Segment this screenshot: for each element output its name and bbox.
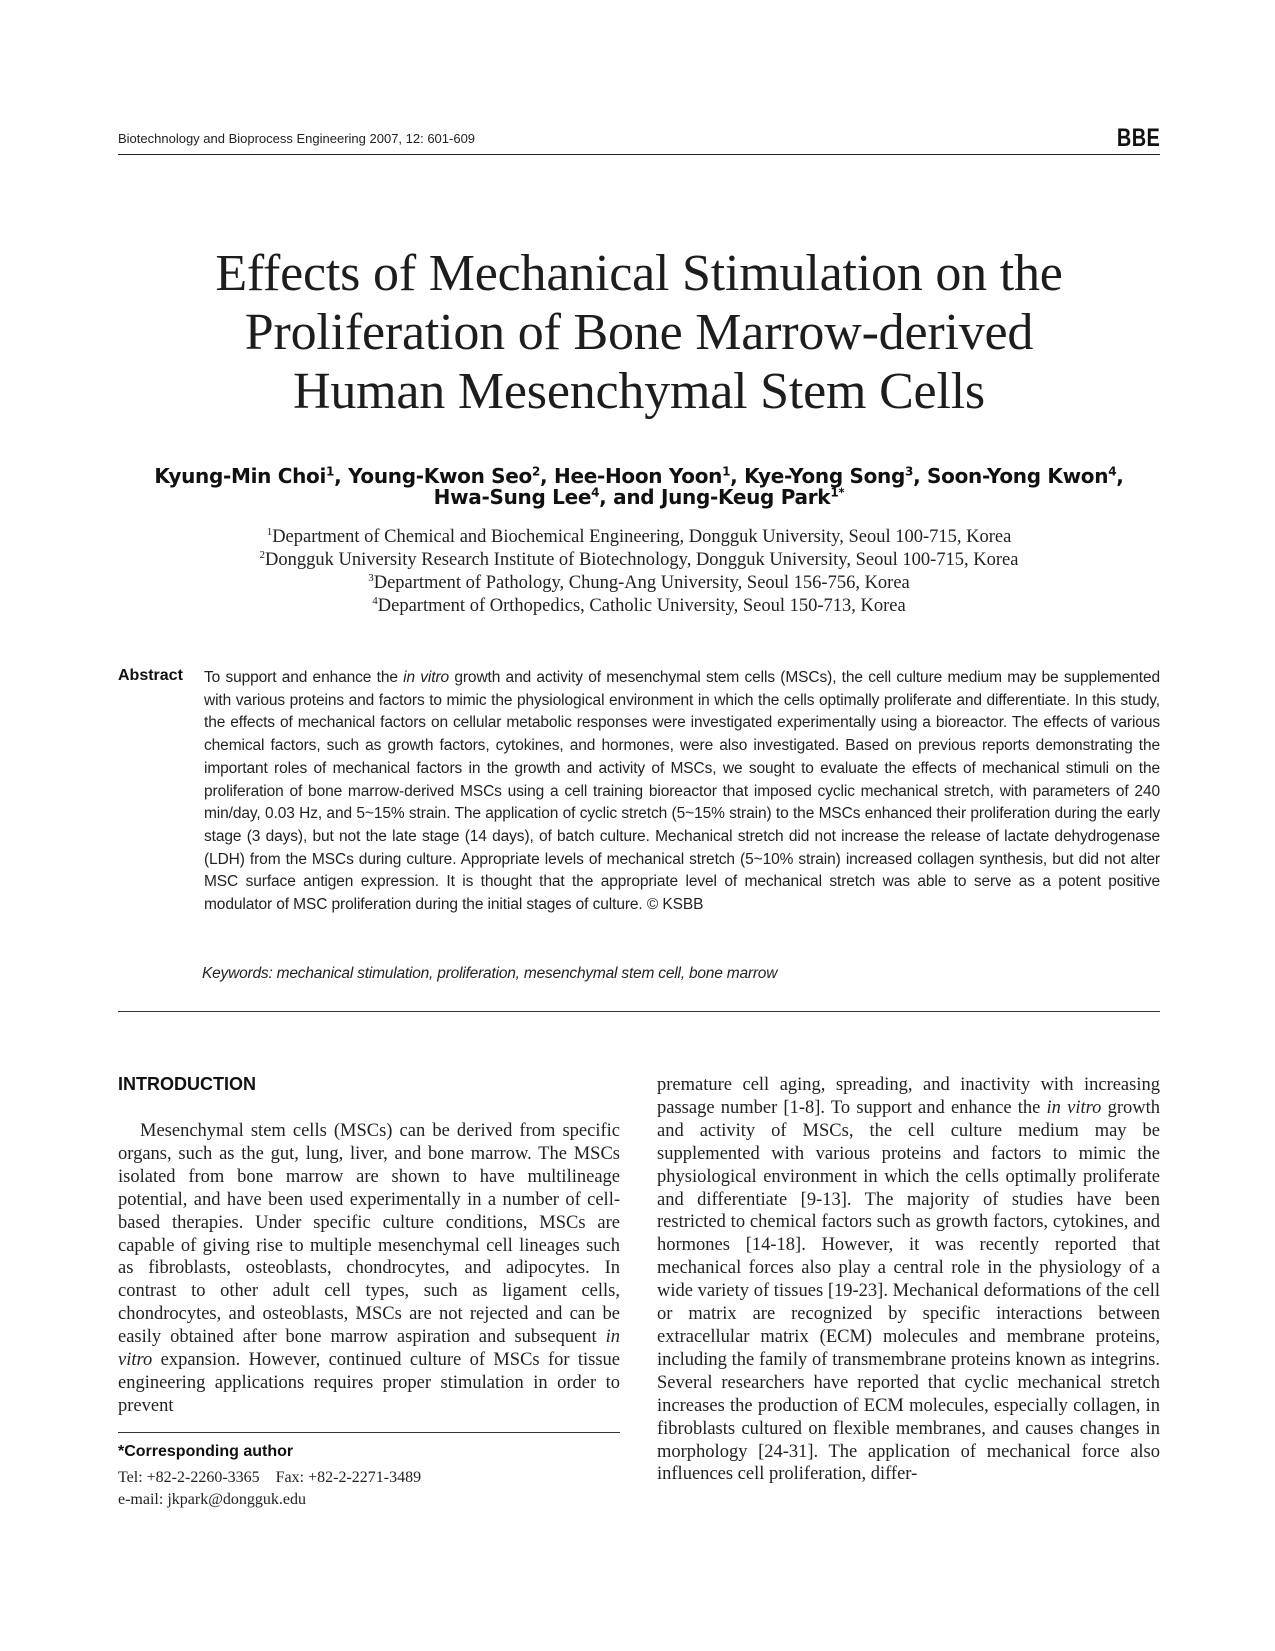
contact-email: e-mail: jkpark@dongguk.edu [118,1491,307,1508]
body-text-part: expansion. However, continued culture of MSCs for tissue engineering applications requires proper stimulation in order to prevent [118,1350,620,1416]
affiliation-item [118,526,1160,549]
affiliation-item [118,595,1160,618]
affiliation-number: 1 [266,525,273,538]
affiliation-list [118,526,1160,618]
author-affiliation-mark: 4 [1108,464,1117,479]
body-text-part: growth and activity of MSCs, the cell culture medium may be supplemented with various proteins and factors to mimic the physiological environment in which the cells optimally proliferate and differentiate [9-13]. The majority of studies have been restricted to chemical factors such as growth factors, cytokines, and hormones [14-18]. However, it was recently reported that mechanical forces also play a central role in the physiology of a wide variety of tissues [19-23]. Mechanical deformations of the cell or matrix are recognized by specific interactions between extracellular matrix (ECM) molecules and membrane proteins, including the family of transmembrane proteins known as integrins. Several researchers have reported that cyclic mechanical stretch increases the production of ECM molecules, especially collagen, in fibroblasts cultured on flexible membranes, and causes changes in morphology [24-31]. The application of mechanical force also influences cell proliferation, differ- [657,1097,1160,1485]
title-line-3: Human Mesenchymal Stem Cells [293,363,985,420]
author-affiliation-mark: 1 [722,464,731,479]
author-name: Soon-Yong Kwon [927,464,1109,488]
author-separator: , [540,464,555,488]
keywords: Keywords: mechanical stimulation, proliferation, mesenchymal stem cell, bone marrow [202,965,778,982]
affiliation-item [118,549,1160,572]
author-separator: , [334,464,349,488]
body-italic-term: in vitro [118,1327,620,1371]
introduction-paragraph-left [118,1120,620,1418]
author-affiliation-mark: 2 [531,464,541,479]
affiliation-text: Department of Chemical and Biochemical Engineering, Dongguk University, Seoul 100-715, Korea [272,527,1012,547]
author-affiliation-mark: 4 [591,485,600,500]
contact-phone-fax: Tel: +82-2-2260-3365 Fax: +82-2-2271-3489 [118,1469,422,1486]
author-name: Jung-Keug Park [660,485,831,509]
title-line-2: Proliferation of Bone Marrow-derived [244,304,1034,361]
body-text-part: premature cell aging, spreading, and inactivity with increasing passage number [1-8]. To support and enhance the [657,1075,1160,1118]
author-name: Young-Kwon Seo [348,464,532,488]
author-affiliation-mark: 3 [905,464,914,479]
body-text-part: Mesenchymal stem cells (MSCs) can be derived from specific organs, such as the gut, lung, liver, and bone marrow. The MSCs isolated from bone marrow are shown to have multilineage potential, and have been used experimentally in a number of cell-based therapies. Under specific culture conditions, MSCs are capable of giving rise to multiple mesenchymal cell lineages such as fibroblasts, osteoblasts, chondrocytes, and adipocytes. In contrast to other adult cell types, such as ligament cells, chondrocytes, and osteoblasts, MSCs are not rejected and can be easily obtained after bone marrow aspiration and subsequent [118,1121,620,1348]
affiliation-item [118,572,1160,595]
abstract-text [204,667,1160,917]
affiliation-text: Dongguk University Research Institute of Biotechnology, Dongguk University, Seoul 100-715, Korea [265,550,1019,570]
affiliation-number: 4 [372,594,378,607]
affiliation-text: Department of Orthopedics, Catholic University, Seoul 150-713, Korea [377,596,906,616]
abstract-divider [118,1011,1160,1012]
paper-title [118,244,1160,421]
abstract-text-part: To support and enhance the [204,669,404,686]
title-line-1: Effects of Mechanical Stimulation on the [215,245,1063,302]
footnote-divider [118,1432,620,1433]
journal-citation: Biotechnology and Bioprocess Engineering 2007, 12: 601-609 [118,131,476,146]
affiliation-text: Department of Pathology, Chung-Ang University, Seoul 156-756, Korea [373,573,910,593]
author-affiliation-mark: 1* [830,485,845,500]
author-name: Kye-Yong Song [744,464,905,488]
author-separator: , [730,464,745,488]
author-name: Hee-Hoon Yoon [554,464,723,488]
introduction-paragraph-right [657,1074,1160,1486]
corresponding-author-label: *Corresponding author [118,1443,294,1460]
abstract-text-part: growth and activity of mesenchymal stem cells (MSCs), the cell culture medium may be supplemented with various proteins and factors to mimic the physiological environment in which the cells optimally proliferate and differentiate. In this study, the effects of mechanical factors on cellular metabolic responses were investigated experimentally using a bioreactor. The effects of various chemical factors, such as growth factors, cytokines, and hormones, were also investigated. Based on previous reports demonstrating the important roles of mechanical factors in the growth and activity of MSCs, we sought to evaluate the effects of mechanical stimuli on the proliferation of bone marrow-derived MSCs using a cell training bioreactor that imposed cyclic mechanical stretch, with parameters of 240 min/day, 0.03 Hz, and 5~15% strain. The application of cyclic stretch (5~15% strain) to the MSCs enhanced their proliferation during the early stage (3 days), but not the late stage (14 days), of batch culture. Mechanical stretch did not increase the release of lactate dehydrogenase (LDH) from the MSCs during culture. Appropriate levels of mechanical stretch (5~10% strain) increased collagen synthesis, but did not alter MSC surface antigen expression. It is thought that the appropriate level of mechanical stretch was able to serve as a potent positive modulator of MSC proliferation during the initial stages of culture. © KSBB [204,669,1160,914]
affiliation-number: 2 [259,548,266,561]
affiliation-number: 3 [368,571,374,584]
running-head [118,124,1160,155]
author-list [118,466,1160,508]
author-name: Hwa-Sung Lee [433,485,592,509]
section-heading-introduction: INTRODUCTION [118,1074,256,1094]
author-separator: , and [599,485,661,509]
author-separator: , [1116,464,1124,488]
author-separator: , [913,464,928,488]
abstract-italic-term: in vitro [403,669,450,686]
author-affiliation-mark: 1 [326,464,335,479]
journal-logo: BBE [1116,124,1160,152]
abstract-label: Abstract [118,667,183,684]
body-italic-term: in vitro [1046,1097,1102,1118]
author-name: Kyung-Min Choi [154,464,327,488]
